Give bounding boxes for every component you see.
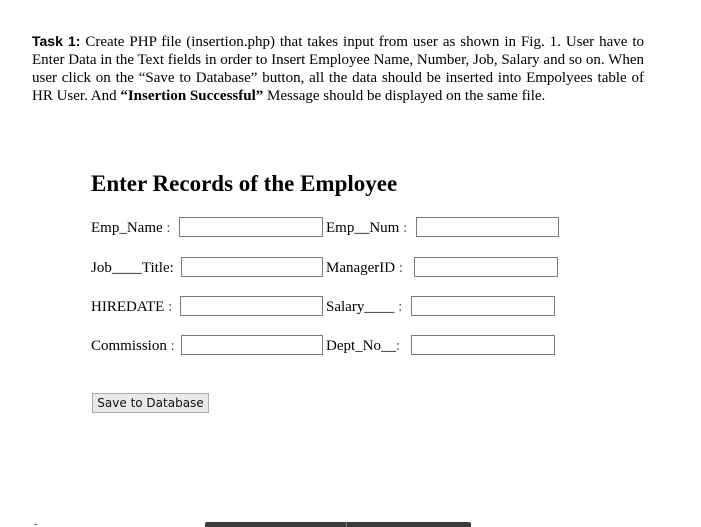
- form-row-emp-name-num: [91, 217, 571, 239]
- bottom-toolbar-edge: [205, 522, 471, 527]
- bottom-toolbar-divider: [346, 522, 347, 527]
- page-edge-mark: -: [34, 519, 38, 527]
- manager-id-input[interactable]: [414, 257, 558, 277]
- emp-num-input[interactable]: [416, 217, 559, 237]
- form-row-job-manager: [91, 257, 571, 279]
- job-title-label: Job____Title:: [91, 260, 174, 276]
- emp-name-input[interactable]: [179, 217, 323, 237]
- dept-no-label: Dept_No__:: [326, 338, 401, 354]
- salary-input[interactable]: [411, 296, 555, 316]
- emp-num-label: Emp__Num :: [326, 220, 408, 236]
- save-to-database-button[interactable]: Save to Database: [92, 393, 209, 413]
- form-row-commission-dept: [91, 335, 571, 357]
- job-title-input[interactable]: [181, 257, 323, 277]
- task-text-part-2: Message should be displayed on the same file.: [263, 88, 546, 104]
- form-title: Enter Records of the Employee: [91, 171, 398, 196]
- task-text-part-1: Create PHP file (insertion.php) that takes input from user as shown in Fig. 1. User have to Enter Data in the Text fields in order to Insert Employee Name, Number, Job, Salary and so on. When user click on the “Save to Database” button, all the data should be inserted into Empolyees table of HR User. And: [32, 34, 644, 104]
- dept-no-input[interactable]: [411, 335, 555, 355]
- manager-id-label: ManagerID :: [326, 260, 404, 276]
- commission-label: Commission :: [91, 338, 175, 354]
- form-row-hiredate-salary: [91, 296, 571, 318]
- task-success-message: “Insertion Successful”: [120, 88, 264, 104]
- hiredate-label: HIREDATE :: [91, 299, 173, 315]
- emp-name-label: Emp_Name :: [91, 220, 171, 236]
- commission-input[interactable]: [181, 335, 323, 355]
- hiredate-input[interactable]: [180, 296, 323, 316]
- task-description: [32, 32, 644, 105]
- salary-label: Salary____ :: [326, 299, 403, 315]
- task-label: Task 1:: [32, 33, 81, 49]
